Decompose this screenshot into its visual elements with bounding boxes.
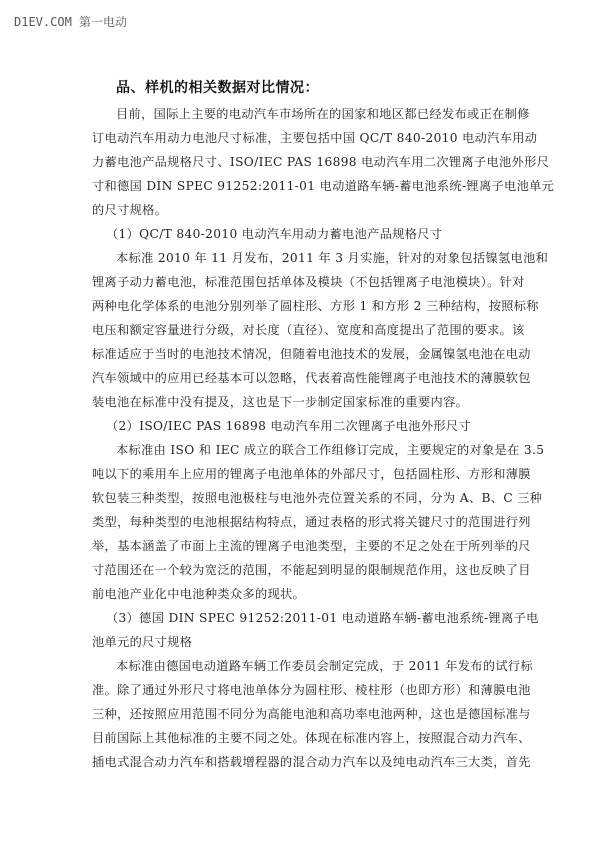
text-line: 装电池在标准中没有提及，这也是下一步制定国家标准的重要内容。 <box>92 395 469 409</box>
paragraph-iso16898 <box>92 438 545 606</box>
text-line: 寸和德国 DIN SPEC 91252:2011-01 电动道路车辆-蓄电池系统-锂离子电池单元 <box>92 179 555 193</box>
text-line: （1）QC/T 840-2010 电动汽车用动力蓄电池产品规格尺寸 <box>106 227 443 241</box>
text-line: 本标准由德国电动道路车辆工作委员会制定完成，于 2011 年发布的试行标 <box>116 659 533 673</box>
paragraph-qct840 <box>92 246 549 414</box>
text-line: 锂离子动力蓄电池，标准范围包括单体及模块（不包括锂离子电池模块）。针对 <box>92 275 525 289</box>
text-line: （2）ISO/IEC PAS 16898 电动汽车用二次锂离子电池外形尺寸 <box>106 419 471 433</box>
text-line: 池单元的尺寸规格 <box>92 635 193 649</box>
subheading-din91252 <box>92 606 539 654</box>
text-line: 类型，每种类型的电池根据结构特点，通过表格的形式将关键尺寸的范围进行列 <box>92 515 531 529</box>
document-page <box>92 74 555 774</box>
text-line: 的尺寸规格。 <box>92 203 168 217</box>
text-line: 汽车领域中的应用已经基本可以忽略，代表着高性能锂离子电池技术的薄膜软包 <box>92 371 531 385</box>
text-line: 电压和额定容量进行分级，对长度（直径）、宽度和高度提出了范围的要求。该 <box>92 323 525 337</box>
text-line: 前电池产业化中电池种类众多的现状。 <box>92 587 306 601</box>
text-line: 订电动汽车用动力电池尺寸标准，主要包括中国 QC/T 840-2010 电动汽车用动 <box>92 131 538 145</box>
site-watermark: D1EV.COM 第一电动 <box>14 15 128 29</box>
text-line: 准。除了通过外形尺寸将电池单体分为圆柱形、棱柱形（也即方形）和薄膜电池 <box>92 683 531 697</box>
text-line: 目前，国际上主要的电动汽车市场所在的国家和地区都已经发布或正在制修 <box>116 107 530 121</box>
paragraph-din91252 <box>92 654 533 774</box>
text-line: 目前国际上其他标准的主要不同之处。体现在标准内容上，按照混合动力汽车、 <box>92 731 531 745</box>
subheading-iso16898 <box>92 414 510 438</box>
text-line: 举，基本涵盖了市面上主流的锂离子电池类型，主要的不足之处在于所列举的尺 <box>92 539 531 553</box>
text-line: 本标准 2010 年 11 月发布，2011 年 3 月实施，针对的对象包括镍氢电池和 <box>116 251 549 265</box>
text-line: 插电式混合动力汽车和搭载增程器的混合动力汽车以及纯电动汽车三大类，首先 <box>92 755 531 769</box>
text-line: 两种电化学体系的电池分别列举了圆柱形、方形 1 和方形 2 三种结构，按照标称 <box>92 299 539 313</box>
text-line: 本标准由 ISO 和 IEC 成立的联合工作组修订完成，主要规定的对象是在 3.5 <box>116 443 545 457</box>
text-line: 三种，还按照应用范围不同分为高能电池和高功率电池两种，这也是德国标准与 <box>92 707 531 721</box>
section-heading: 品、样机的相关数据对比情况： <box>116 80 319 96</box>
text-line: （3）德国 DIN SPEC 91252:2011-01 电动道路车辆-蓄电池系统-锂离子电 <box>106 611 539 625</box>
paragraph-intro <box>92 102 555 222</box>
subheading-qct840 <box>92 222 510 246</box>
text-line: 力蓄电池产品规格尺寸、ISO/IEC PAS 16898 电动汽车用二次锂离子电池外形尺 <box>92 155 550 169</box>
text-line: 吨以下的乘用车上应用的锂离子电池单体的外部尺寸，包括圆柱形、方形和薄膜 <box>92 467 531 481</box>
text-line: 标准适应于当时的电池技术情况，但随着电池技术的发展，金属镍氢电池在电动 <box>92 347 531 361</box>
text-line: 软包装三种类型，按照电池极柱与电池外壳位置关系的不同，分为 A、B、C 三种 <box>92 491 543 505</box>
text-line: 寸范围还在一个较为宽泛的范围，不能起到明显的限制规范作用，这也反映了目 <box>92 563 531 577</box>
